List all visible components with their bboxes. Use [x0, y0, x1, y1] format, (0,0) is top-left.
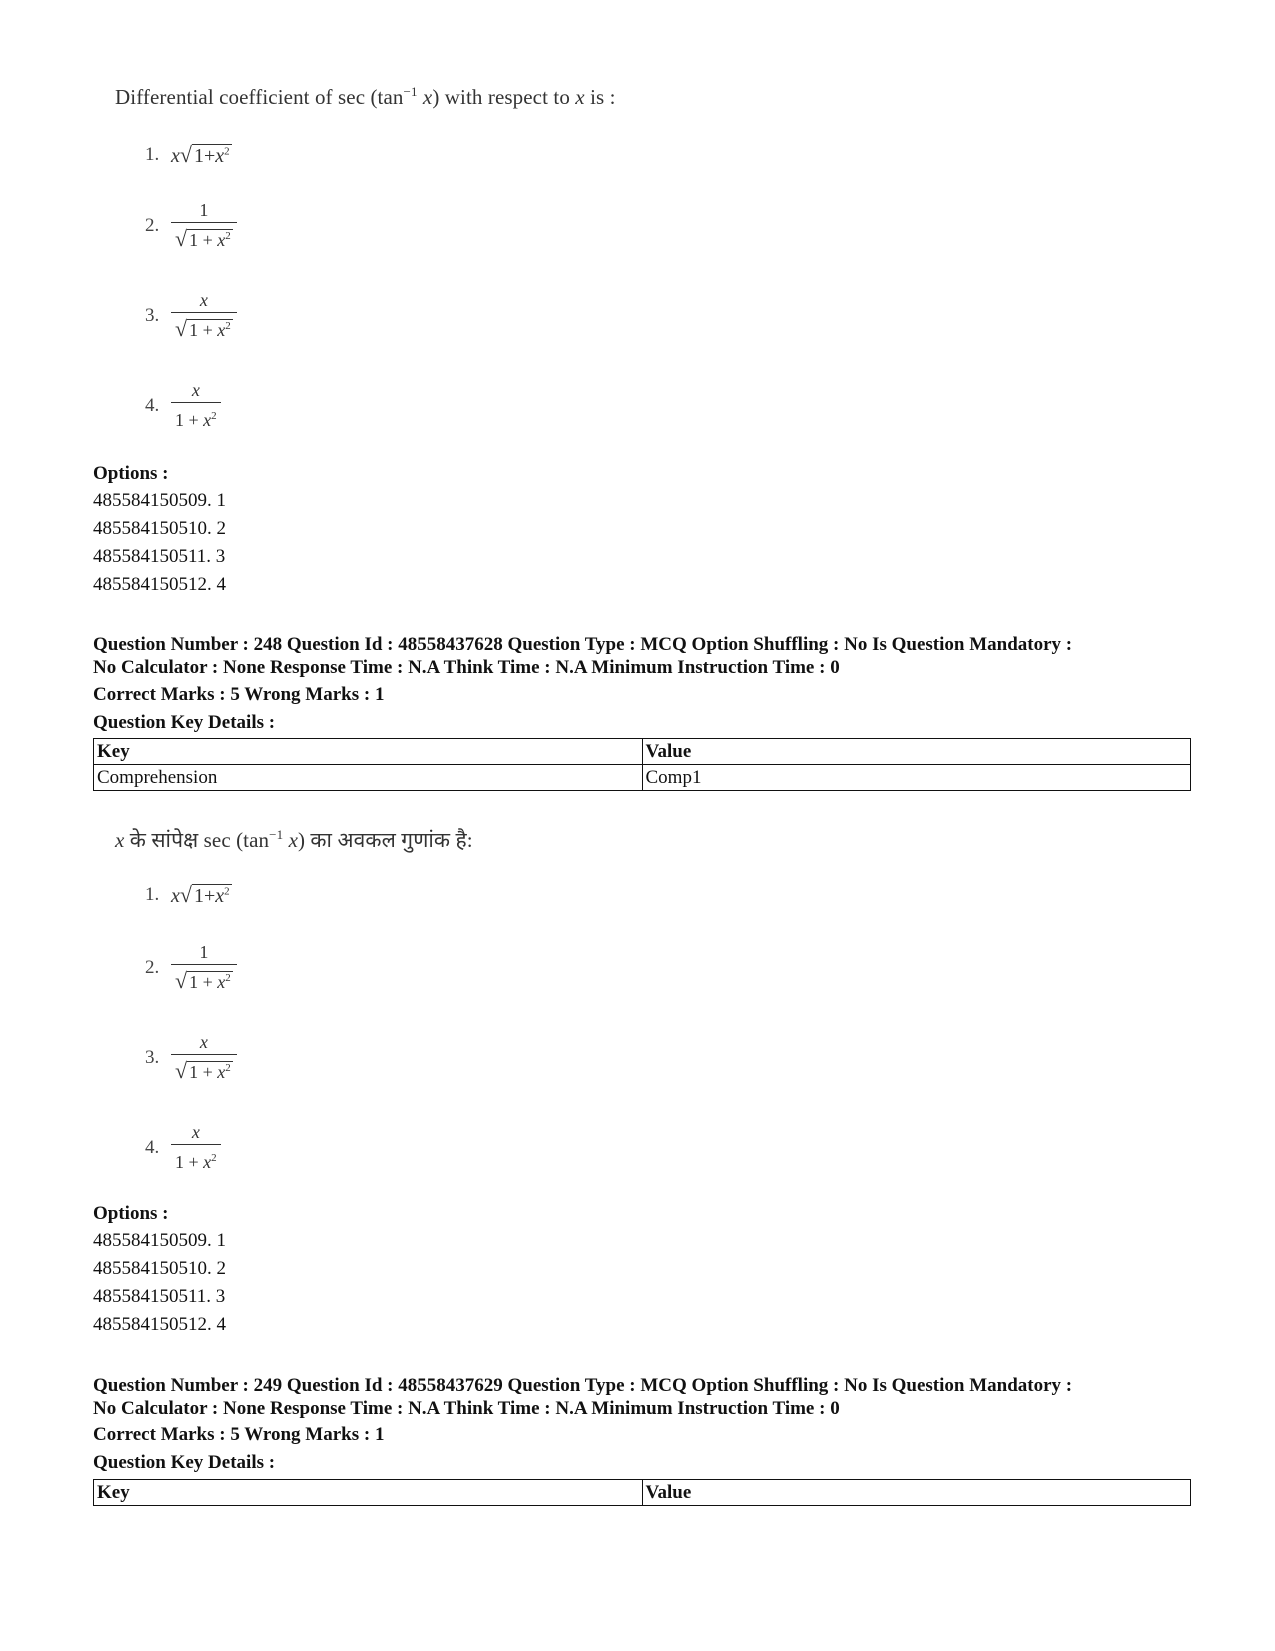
option-item: 485584150512. 4: [93, 574, 226, 595]
table-header-cell: Key: [94, 739, 643, 765]
option-item: 485584150509. 1: [93, 1230, 226, 1251]
table-header-row: [94, 739, 1191, 765]
table-cell: Comprehension: [94, 765, 643, 791]
question-248-meta: [93, 633, 1072, 679]
meta-line: No Calculator : None Response Time : N.A Think Time : N.A Minimum Instruction Time : 0: [93, 657, 840, 678]
image-option-1: 1. x√ $1+x^2$: [145, 882, 230, 907]
question-248-key-details-label: Question Key Details :: [93, 712, 276, 733]
table-row: [94, 765, 1191, 791]
table-header-cell: Key: [94, 1480, 643, 1506]
image-option-3: 3. $\frac{x}{√ 1 + x^2}$: [145, 1032, 237, 1083]
table-header-cell: Value: [642, 739, 1191, 765]
option-item: 485584150510. 2: [93, 518, 226, 539]
image-option-1: 1. x√ $1+x^2$: [145, 142, 230, 167]
option-item: 485584150511. 3: [93, 546, 226, 567]
table-header-row: [94, 1480, 1191, 1506]
image-option-4: 4. $\frac{x}{1 + x^2}$: [145, 380, 221, 431]
image-option-2: 2. $\frac{1}{√ 1 + x^2}$: [145, 200, 237, 251]
option-item: 485584150512. 4: [93, 1314, 226, 1335]
question-249-key-table: [93, 1479, 1191, 1506]
question-stem: Differential coefficient of $\sec (\tan^{-1}$ x) with respect to x is :: [115, 84, 616, 109]
image-option-2: 2. $\frac{1}{√ 1 + x^2}$: [145, 942, 237, 993]
question-249-key-details-label: Question Key Details :: [93, 1452, 276, 1473]
option-list: [93, 1227, 226, 1339]
question-248-marks: Correct Marks : 5 Wrong Marks : 1: [93, 684, 385, 705]
table-cell: Comp1: [642, 765, 1191, 791]
option-item: 485584150511. 3: [93, 1286, 226, 1307]
meta-line: No Calculator : None Response Time : N.A Think Time : N.A Minimum Instruction Time : 0: [93, 1398, 840, 1419]
table-header-cell: Value: [642, 1480, 1191, 1506]
meta-line: Question Number : 249 Question Id : 48558437629 Question Type : MCQ Option Shuffling : No Is Question Mandatory :: [93, 1375, 1073, 1396]
question-249-marks: Correct Marks : 5 Wrong Marks : 1: [93, 1424, 385, 1445]
options-label: Options :: [93, 1203, 169, 1224]
option-item: 485584150509. 1: [93, 490, 226, 511]
options-label: Options :: [93, 463, 169, 484]
option-expression: x√ $1+x^2$: [171, 142, 230, 167]
question-249-meta: [93, 1374, 1072, 1420]
image-option-3: 3. $\frac{x}{√ 1 + x^2}$: [145, 290, 237, 341]
question-stem: x के सांपेक्ष $\sec (\tan^{-1}$ x) का अवकल गुणांक है:: [115, 827, 473, 852]
meta-line: Question Number : 248 Question Id : 48558437628 Question Type : MCQ Option Shuffling : No Is Question Mandatory :: [93, 634, 1073, 655]
question-248-key-table: [93, 738, 1191, 791]
option-item: 485584150510. 2: [93, 1258, 226, 1279]
option-expression: x√ $1+x^2$: [171, 882, 230, 907]
image-option-4: 4. $\frac{x}{1 + x^2}$: [145, 1122, 221, 1173]
option-list: [93, 487, 226, 599]
